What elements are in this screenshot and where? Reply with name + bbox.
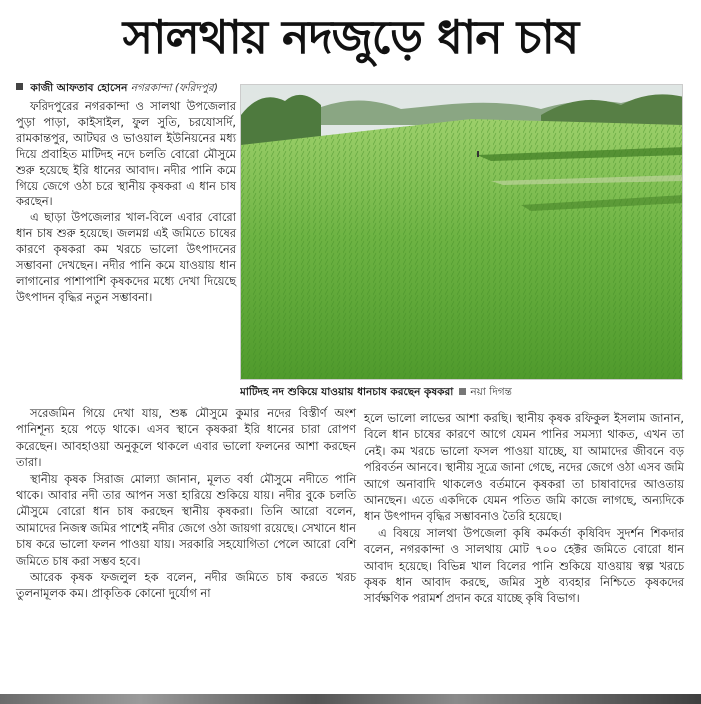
photo-farmer-figure — [477, 151, 479, 157]
photo-caption — [240, 384, 683, 400]
byline-bullet-icon — [16, 83, 23, 90]
caption-text: মাটিদহ নদ শুকিয়ে যাওয়ায় ধানচাষ করছেন কৃষকরা — [240, 386, 454, 398]
paragraph: স্থানীয় কৃষক সিরাজ মোল্যা জানান, মূলত বর্ষা মৌসুমে নদীতে পানি থাকে। আবার নদী তার আপন সত্তা হারিয়ে শুকিয়ে যায়। নদীর বুকে চলতি মৌসুমে বোরো ধান চাষ করছেন স্থানীয় কৃষকরা। তিনি আরো বলেন, আমাদের নিজস্ব জমির পাশেই নদীর জেগে ওঠা জায়গা রয়েছে। সেখানে ধান চাষ করে ভালো ফলন পাওয়া যায়। সরকারি সহযোগিতা পেলে আরো বেশি জমিতে চাষ করা সম্ভব হবে। — [16, 471, 356, 568]
article-photo — [240, 84, 683, 380]
rice-field-photo — [241, 85, 683, 380]
paragraph: আরেক কৃষক ফজলুল হক বলেন, নদীর জমিতে চাষ করতে খরচ তুলনামূলক কম। প্রাকৃতিক কোনো দুর্যোগ না — [16, 570, 356, 601]
paragraph: হলে ভালো লাভের আশা করছি। স্থানীয় কৃষক রফিকুল ইসলাম জানান, বিলে ধান চাষের কারণে আগে যেমন পানির সমস্যা থাকত, এখন তা নেই। কম খরচে ভালো ফসল পাওয়া যাচ্ছে, যা আমাদের জীবনে বড় পরিবর্তন আনবে। স্থানীয় সূত্রে জানা গেছে, নদের জেগে ওঠা এসব জমি আগে অনাবাদি থাকলেও বর্তমানে কৃষকরা তা চাষাবাদের আওতায় আনছেন। এতে একদিকে যেমন পতিত জমি কাজে লাগছে, অন্যদিকে ধান উৎপাদন বৃদ্ধির সম্ভাবনাও তৈরি হয়েছে। — [364, 411, 684, 524]
article-wide-column — [16, 405, 356, 602]
article-left-column — [16, 99, 236, 306]
byline-author: কাজী আফতাব হোসেন — [30, 82, 128, 94]
byline-location: নগরকান্দা (ফরিদপুর) — [130, 82, 218, 94]
paragraph: এ বিষয়ে সালথা উপজেলা কৃষি কর্মকর্তা কৃষিবিদ সুদর্শন শিকদার বলেন, নগরকান্দা ও সালথায় মোট ৭০০ হেক্টর জমিতে বোরো ধান আবাদ হয়েছে। বিভিন্ন খাল বিলের পানি শুকিয়ে যাওয়ায় স্বল্প খরচে কৃষক ধান আবাদ করছে, জমির সুষ্ঠ ব্যবহার নিশ্চিতে কৃষকদের সার্বক্ষণিক পরামর্শ প্রদান করে যাচ্ছে কৃষি বিভাগ। — [364, 525, 684, 606]
paragraph: সরেজমিন গিয়ে দেখা যায়, শুষ্ক মৌসুমে কুমার নদের বিস্তীর্ণ অংশ পানিশূন্য হয়ে পড়ে থাকে। এসব স্থানে কৃষকরা ইরি ধানের চারা রোপণ করেছেন। আবহাওয়া অনুকূলে থাকলে এবার ভালো ফলনের আশা করছেন তারা। — [16, 406, 356, 470]
paragraph: এ ছাড়া উপজেলার খাল-বিলে এবার বোরো ধান চাষ শুরু হয়েছে। জলমগ্ন এই জমিতে চাষের কারণে কৃষকরা কম খরচে ভালো উৎপাদনের সম্ভাবনা দেখছেন। নদীর পানি কমে যাওয়ায় ধান লাগানোর পাশাপাশি কৃষকদের মধ্যে দেখা দিয়েছে উৎপাদন বৃদ্ধির নতুন সম্ভাবনা। — [16, 210, 236, 304]
caption-square-icon — [459, 388, 466, 395]
article-right-column — [364, 410, 684, 607]
byline — [16, 80, 240, 96]
bottom-photo-strip — [0, 694, 701, 704]
paragraph: ফরিদপুরের নগরকান্দা ও সালথা উপজেলার পুড়া পাড়া, কাইসাইল, ফুল সুতি, চরযোসর্দি, রামকান্তপুর, আটঘর ও ভাওয়াল ইউনিয়নের মধ্য দিয়ে প্রবাহিত মাটিদহ নদে চলতি বোরো মৌসুমে শুরু হয়েছে ইরি ধানের আবাদ। নদীর পানি কমে গিয়ে জেগে ওঠা চরে স্থানীয় কৃষকরা এ ধান চাষ করছেন। — [16, 99, 236, 209]
photo-field-texture — [241, 119, 683, 380]
headline: সালথায় নদজুড়ে ধান চাষ — [122, 10, 579, 64]
caption-credit: নয়া দিগন্ত — [470, 386, 512, 398]
